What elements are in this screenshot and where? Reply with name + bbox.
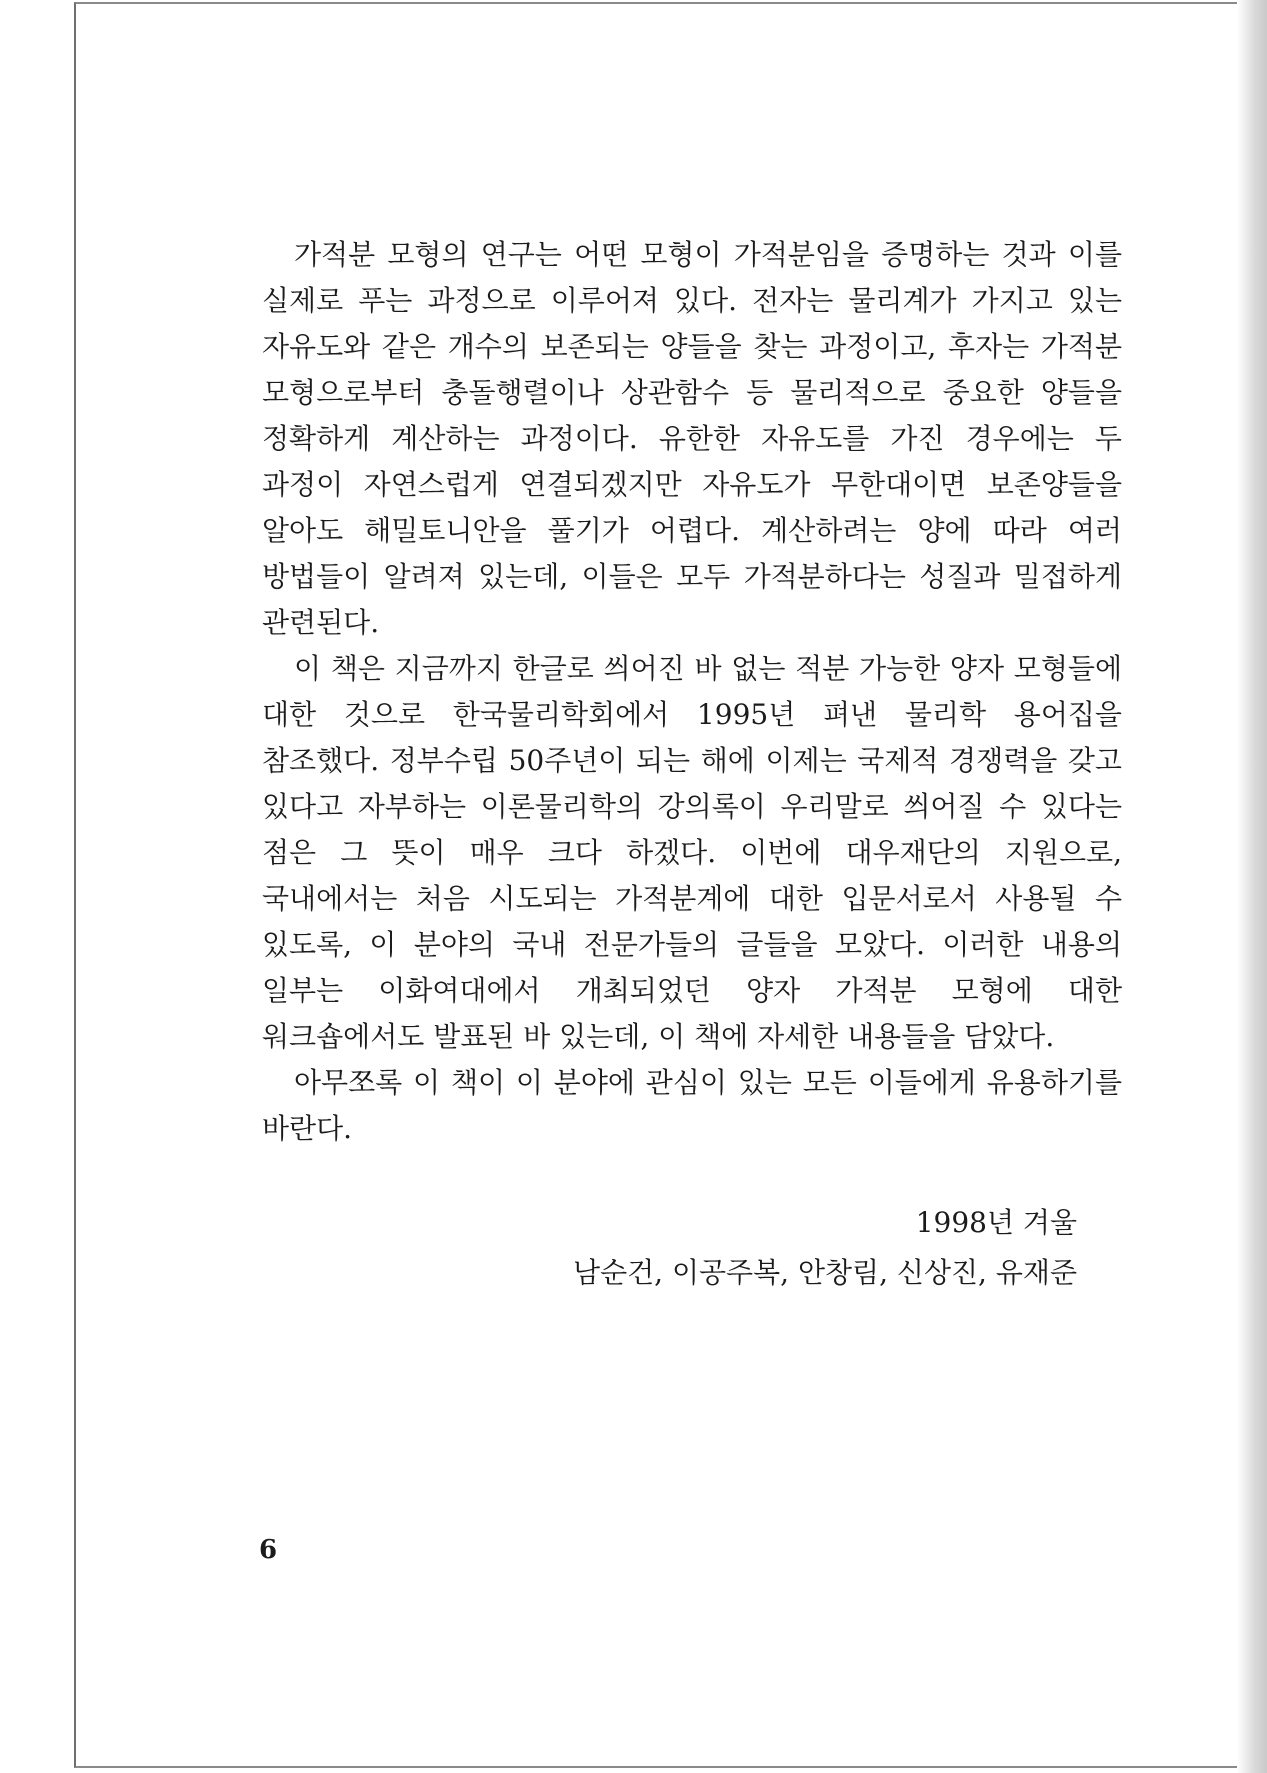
paragraph-2: 이 책은 지금까지 한글로 씌어진 바 없는 적분 가능한 양자 모형들에 대한 것으로 한국물리학회에서 1995년 펴낸 물리학 용어집을 참조했다. 정부수립 50주년이 되는 해에 이제는 국제적 경쟁력을 갖고 있다고 자부하는 이론물리학의 강의록이 우리말로 씌어질 수 있다는 점은 그 뜻이 매우 크다 하겠다. 이번에 대우재단의 지원으로, 국내에서는 처음 시도되는 가적분계에 대한 입문서로서 사용될 수 있도록, 이 분야의 국내 전문가들의 글들을 모았다. 이러한 내용의 일부는 이화여대에서 개최되었던 양자 가적분 모형에 대한 워크숍에서도 발표된 바 있는데, 이 책에 자세한 내용들을 담았다. bbox=[262, 652, 1122, 1053]
signature-date: 1998년 겨울 bbox=[915, 1206, 1077, 1239]
page-number: 6 bbox=[259, 1535, 278, 1565]
signature-authors: 남순건, 이공주복, 안창림, 신상진, 유재준 bbox=[573, 1256, 1077, 1289]
preface-body bbox=[262, 232, 1122, 1152]
page-edge-shadow bbox=[1237, 0, 1267, 1773]
paragraph-3: 아무쪼록 이 책이 이 분야에 관심이 있는 모든 이들에게 유용하기를 바란다. bbox=[262, 1066, 1122, 1145]
signature-block bbox=[573, 1198, 1077, 1298]
paragraph-1: 가적분 모형의 연구는 어떤 모형이 가적분임을 증명하는 것과 이를 실제로 푸는 과정으로 이루어져 있다. 전자는 물리계가 가지고 있는 자유도와 같은 개수의 보존되는 양들을 찾는 과정이고, 후자는 가적분 모형으로부터 충돌행렬이나 상관함수 등 물리적으로 중요한 양들을 정확하게 계산하는 과정이다. 유한한 자유도를 가진 경우에는 두 과정이 자연스럽게 연결되겠지만 자유도가 무한대이면 보존양들을 알아도 해밀토니안을 풀기가 어렵다. 계산하려는 양에 따라 여러 방법들이 알려져 있는데, 이들은 모두 가적분하다는 성질과 밀접하게 관련된다. bbox=[262, 238, 1122, 639]
